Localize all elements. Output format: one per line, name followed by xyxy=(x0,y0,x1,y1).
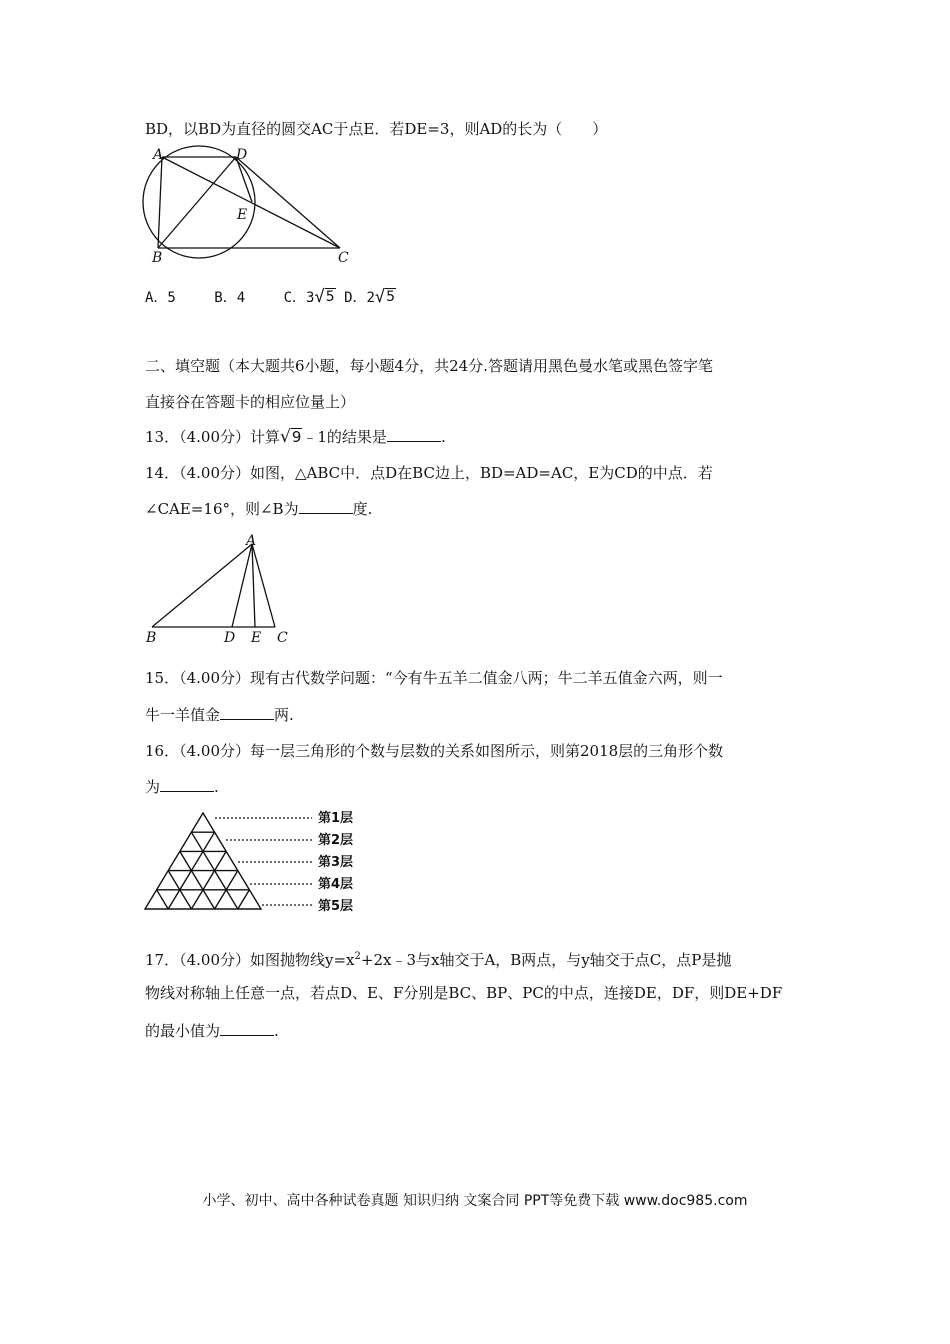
segment-ab xyxy=(158,157,162,248)
segment-ad xyxy=(232,544,252,627)
label-d: D xyxy=(236,147,248,163)
q12-figure xyxy=(140,145,360,270)
triangle-grid xyxy=(145,813,261,909)
q15-line1: 15．（4.00分）现有古代数学问题：“今有牛五羊二值金八两；牛二羊五值金六两，则一 xyxy=(145,669,723,687)
label-a: A xyxy=(246,533,257,549)
label-e: E xyxy=(237,207,248,223)
segment-ae xyxy=(252,544,255,627)
answer-blank-16[interactable] xyxy=(160,777,214,792)
option-b[interactable]: B．4 xyxy=(214,290,246,306)
q14-figure xyxy=(140,532,310,647)
layer-leaders xyxy=(215,818,312,905)
label-c: C xyxy=(277,630,288,646)
answer-blank-15[interactable] xyxy=(220,705,274,720)
option-a[interactable]: A．5 xyxy=(145,290,176,306)
q17-line1: 17．（4.00分）如图抛物线$y=x^2+2x﹣3$与x轴交于A，B两点，与y轴交于点C，点P是抛 xyxy=(145,951,732,969)
segment-db xyxy=(158,157,236,248)
layer-label-4: 第4层 xyxy=(318,877,354,892)
q14-line1: 14．（4.00分）如图，△ABC中．点D在BC边上，BD=AD=AC，E为CD的中点．若 xyxy=(145,464,713,482)
label-d: D xyxy=(224,630,236,646)
q14-line2: ∠CAE=16°，则∠B为 度. xyxy=(145,500,373,518)
layer-label-5: 第5层 xyxy=(318,899,354,914)
q17-line3: 的最小值为 . xyxy=(145,1022,279,1040)
segment-ac xyxy=(252,544,275,627)
answer-blank-13[interactable] xyxy=(387,427,441,442)
q15-line2: 牛一羊值金 两. xyxy=(145,706,294,724)
answer-blank-17[interactable] xyxy=(220,1021,274,1036)
segment-ba xyxy=(152,544,252,627)
answer-blank-14[interactable] xyxy=(299,499,353,514)
section2-heading-line1: 二、填空题（本大题共6小题，每小题4分，共24分.答题请用黑色曼水笔或黑色签字笔 xyxy=(145,357,713,375)
layer-label-3: 第3层 xyxy=(318,855,354,870)
layer-label-2: 第2层 xyxy=(318,833,354,848)
section2-heading-line2: 直接谷在答题卡的相应位量上） xyxy=(145,393,356,411)
label-e: E xyxy=(251,630,262,646)
page-footer: 小学、初中、高中各种试卷真题 知识归纳 文案合同 PPT等免费下载 www.doc985.com xyxy=(202,1193,748,1209)
label-b: B xyxy=(152,250,163,266)
option-c[interactable]: C．3 √ 5 xyxy=(283,287,335,307)
q13: 13．（4.00分）计算 √ 9 ﹣1的结果是 . xyxy=(145,427,446,447)
q17-line2: 物线对称轴上任意一点，若点D、E、F分别是BC、BP、PC的中点，连接DE，DF，则DE+DF xyxy=(145,984,783,1002)
layer-label-1: 第1层 xyxy=(318,811,354,826)
q12-stem: BD，以BD为直径的圆交AC于点E．若DE=3，则AD的长为（ ） xyxy=(145,120,608,138)
label-b: B xyxy=(146,630,157,646)
q16-line1: 16．（4.00分）每一层三角形的个数与层数的关系如图所示，则第2018层的三角形个数 xyxy=(145,742,724,760)
label-c: C xyxy=(338,250,349,266)
q16-figure xyxy=(140,805,380,917)
option-d[interactable]: D．2 √ 5 xyxy=(344,287,396,307)
q12-options xyxy=(145,287,396,309)
label-a: A xyxy=(153,147,164,163)
q16-line2: 为 . xyxy=(145,778,219,796)
